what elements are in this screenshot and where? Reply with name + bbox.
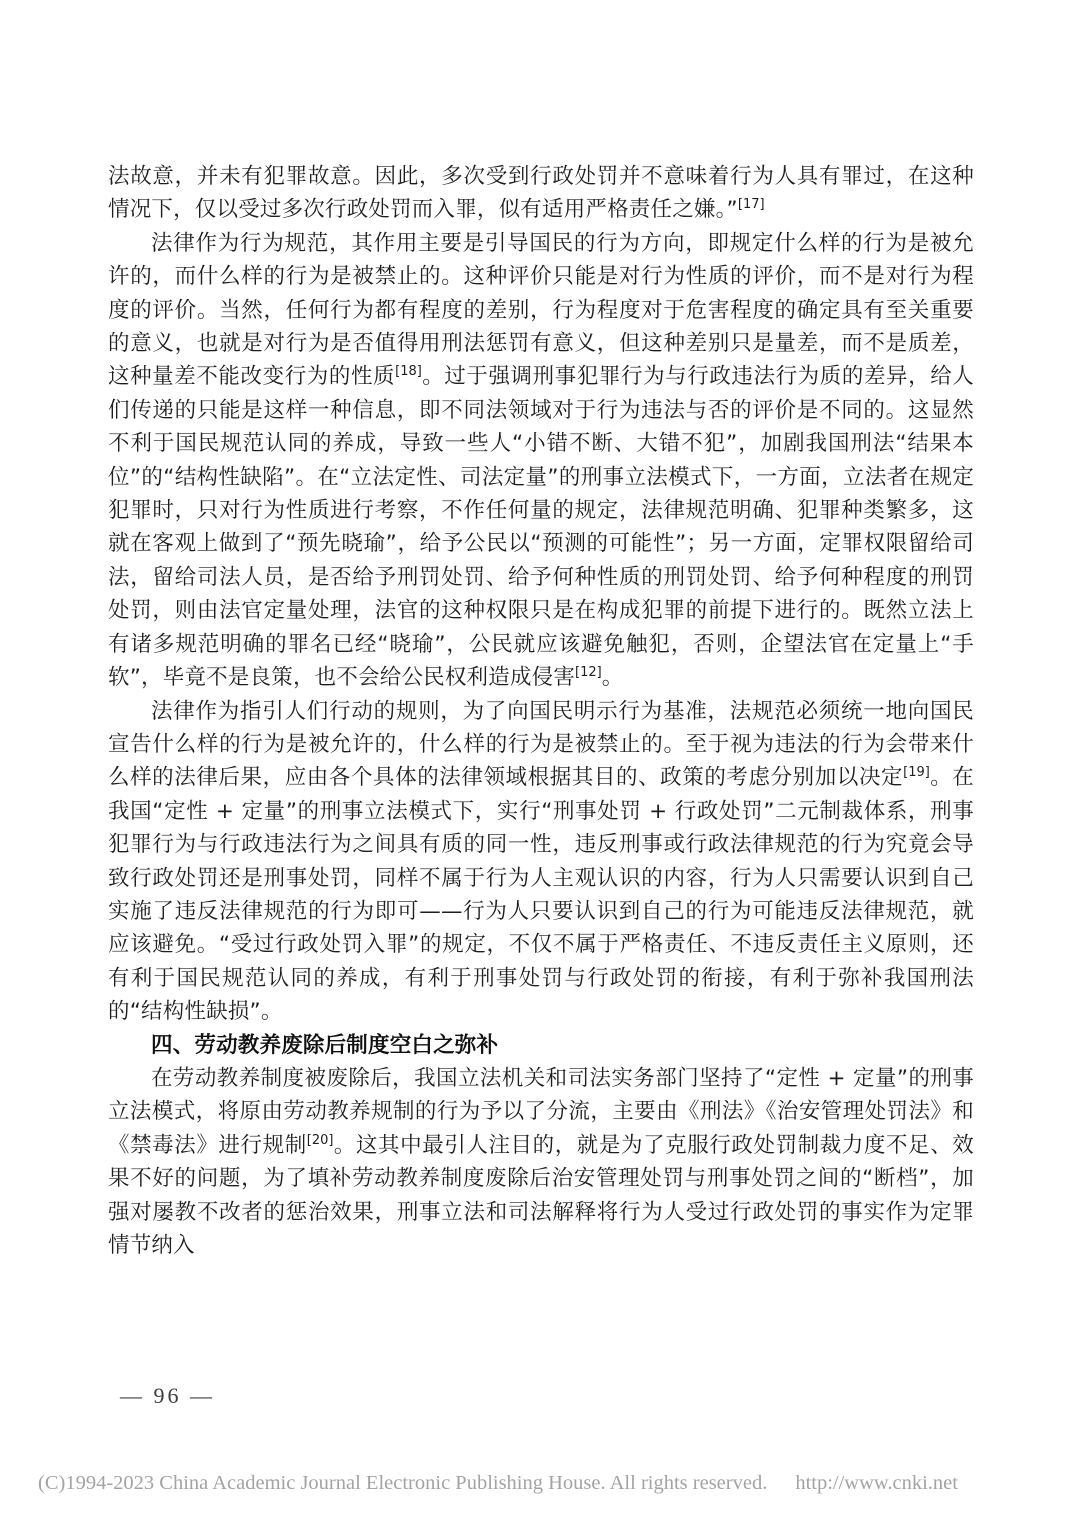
section-heading: 四、劳动教养废除后制度空白之弥补	[151, 1032, 499, 1058]
footer	[38, 1472, 1048, 1495]
article-text	[108, 160, 974, 1262]
cnki-url: http://www.cnki.net	[795, 1472, 958, 1494]
paragraph: 法律作为指引人们行动的规则，为了向国民明示行为基准，法规范必须统一地向国民宣告什么样的行为是被允许的，什么样的行为是被禁止的。至于视为违法的行为会带来什么样的法律后果，应由各个具体的法律领域根据其目的、政策的考虑分别加以决定[19]。在我国“定性 + 定量”的刑事立法模式下，实行“刑事处罚 + 行政处罚”二元制裁体系，刑事犯罪行为与行政违法行为之间具有质的同一性，违反刑事或行政法律规范的行为究竟会导致行政处罚还是刑事处罚，同样不属于行为人主观认识的内容，行为人只需要认识到自己实施了违反法律规范的行为即可——行为人只要认识到自己的行为可能违反法律规范，就应该避免。“受过行政处罚入罪”的规定，不仅不属于严格责任、不违反责任主义原则，还有利于国民规范认同的养成，有利于刑事处罚与行政处罚的衔接，有利于弥补我国刑法的“结构性缺损”。	[108, 698, 974, 1025]
footnote-ref: [17]	[737, 197, 765, 213]
paragraph: 在劳动教养制度被废除后，我国立法机关和司法实务部门坚持了“定性 + 定量”的刑事立法模式，将原由劳动教养规制的行为予以了分流，主要由《刑法》《治安管理处罚法》和《禁毒法》进行规制[20]。这其中最引人注目的，就是为了克服行政处罚制裁力度不足、效果不好的问题，为了填补劳动教养制度废除后治安管理处罚与刑事处罚之间的“断档”，加强对屡教不改者的惩治效果，刑事立法和司法解释将行为人受过行政处罚的事实作为定罪情节纳入	[108, 1065, 974, 1258]
page-number: — 96 —	[120, 1383, 215, 1408]
copyright-notice: (C)1994-2023 China Academic Journal Electronic Publishing House. All rights reserved.	[38, 1472, 768, 1494]
footnote-ref: [12]	[575, 664, 602, 680]
footnote-ref: [18]	[395, 364, 422, 380]
paragraph: 法律作为行为规范，其作用主要是引导国民的行为方向，即规定什么样的行为是被允许的，而什么样的行为是被禁止的。这种评价只能是对行为性质的评价，而不是对行为程度的评价。当然，任何行为都有程度的差别，行为程度对于危害程度的确定具有至关重要的意义，也就是对行为是否值得用刑法惩罚有意义，但这种差别只是量差，而不是质差，这种量差不能改变行为的性质[18]。过于强调刑事犯罪行为与行政违法行为质的差异，给人们传递的只能是这样一种信息，即不同法领域对于行为违法与否的评价是不同的。这显然不利于国民规范认同的养成，导致一些人“小错不断、大错不犯”，加剧我国刑法“结果本位”的“结构性缺陷”。在“立法定性、司法定量”的刑事立法模式下，一方面，立法者在规定犯罪时，只对行为性质进行考察，不作任何量的规定，法律规范明确、犯罪种类繁多，这就在客观上做到了“预先晓瑜”，给予公民以“预测的可能性”；另一方面，定罪权限留给司法，留给司法人员，是否给予刑罚处罚、给予何种性质的刑罚处罚、给予何种程度的刑罚处罚，则由法官定量处理，法官的这种权限只是在构成犯罪的前提下进行的。既然立法上有诸多规范明确的罪名已经“晓瑜”，公民就应该避免触犯，否则，企望法官在定量上“手软”，毕竟不是良策，也不会给公民权利造成侵害[12]。	[108, 230, 974, 691]
paragraph: 法故意，并未有犯罪故意。因此，多次受到行政处罚并不意味着行为人具有罪过，在这种情况下，仅以受过多次行政处罚而入罪，似有适用严格责任之嫌。”[17]	[108, 164, 974, 223]
footnote-ref: [19]	[903, 765, 930, 781]
footnote-ref: [20]	[306, 1132, 334, 1148]
